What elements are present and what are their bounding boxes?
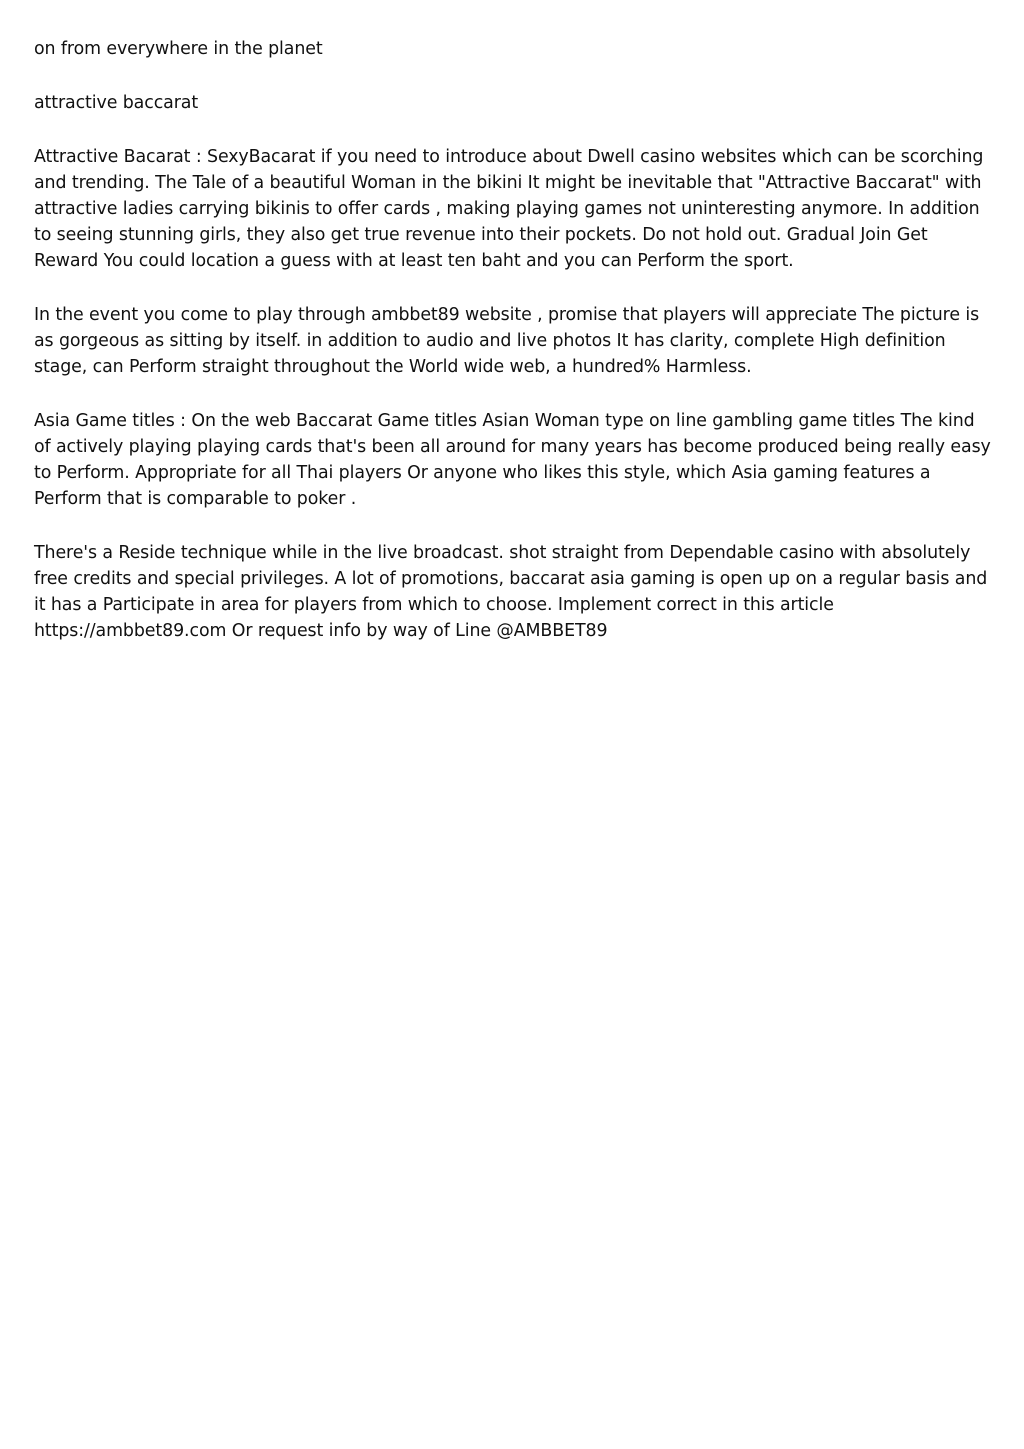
document-page bbox=[34, 36, 994, 672]
paragraph-live-technique: There's a Reside technique while in the live broadcast. shot straight from Dependable casino with absolutely free credits and special privileges. A lot of promotions, baccarat asia gaming is open up on a regular basis and it has a Participate in area for players from which to choose. Implement correct in this article https://ambbet89.com Or request info by way of Line @AMBBET89 bbox=[34, 543, 988, 641]
heading-line: attractive baccarat bbox=[34, 93, 199, 113]
paragraph-asia-game-titles: Asia Game titles : On the web Baccarat Game titles Asian Woman type on line gambling game titles The kind of actively playing playing cards that's been all around for many years has become produced being really easy to Perform. Appropriate for all Thai players Or anyone who likes this style, which Asia gaming features a Perform that is comparable to poker . bbox=[34, 411, 991, 509]
paragraph-sexy-baccarat: Attractive Bacarat : SexyBacarat if you need to introduce about Dwell casino websites which can be scorching and trending. The Tale of a beautiful Woman in the bikini It might be inevitable that "Attractive Baccarat" with attractive ladies carrying bikinis to offer cards , making playing games not uninteresting anymore. In addition to seeing stunning girls, they also get true revenue into their pockets. Do not hold out. Gradual Join Get Reward You could location a guess with at least ten baht and you can Perform the sport. bbox=[34, 147, 984, 271]
intro-line: on from everywhere in the planet bbox=[34, 39, 323, 59]
paragraph-ambbet89-website: In the event you come to play through ambbet89 website , promise that players will appreciate The picture is as gorgeous as sitting by itself. in addition to audio and live photos It has clarity, complete High definition stage, can Perform straight throughout the World wide web, a hundred% Harmless. bbox=[34, 305, 980, 377]
